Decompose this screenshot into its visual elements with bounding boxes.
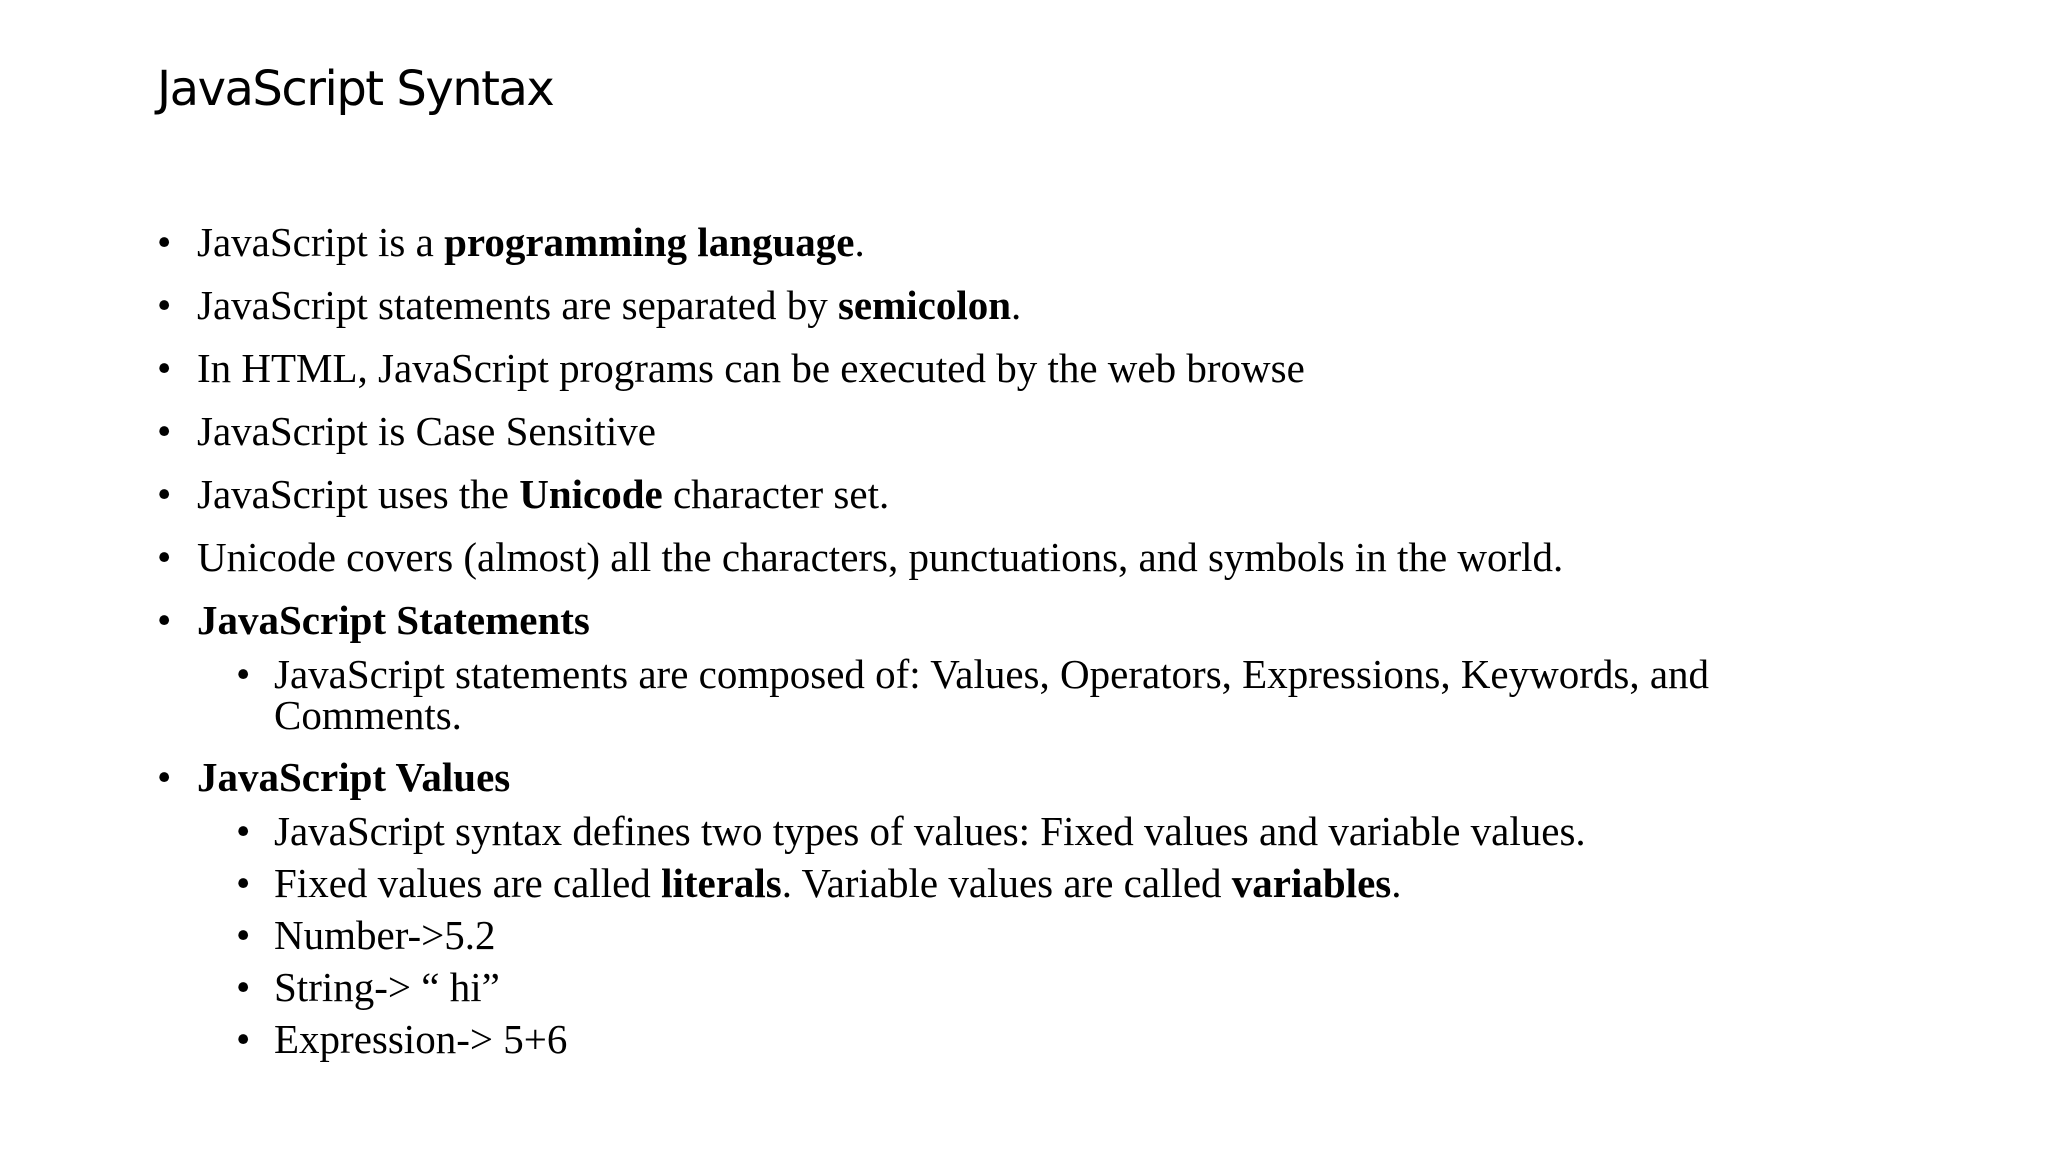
bullet-item-heading xyxy=(157,597,590,643)
slide-title: JavaScript Syntax xyxy=(157,61,554,117)
item-bold-text: variables xyxy=(1231,860,1392,906)
bullet-marker: • xyxy=(236,651,251,697)
bullet-marker: • xyxy=(157,597,172,643)
item-text: Number->5.2 xyxy=(274,912,496,958)
bullet-item xyxy=(157,219,865,265)
item-text: . xyxy=(1011,282,1022,328)
sub-bullet-item xyxy=(236,860,1402,906)
item-text: JavaScript is Case Sensitive xyxy=(197,408,656,454)
sub-bullet-continuation: Comments. xyxy=(274,692,462,738)
item-bold-text: JavaScript Statements xyxy=(197,597,590,643)
bullet-marker: • xyxy=(157,534,172,580)
sub-bullet-item xyxy=(236,964,500,1010)
bullet-marker: • xyxy=(157,345,172,391)
bullet-marker: • xyxy=(157,471,172,517)
bullet-marker: • xyxy=(236,808,251,854)
bullet-item xyxy=(157,408,656,454)
bullet-marker: • xyxy=(236,964,251,1010)
item-text: String-> “ hi” xyxy=(274,964,500,1010)
item-text: . Variable values are called xyxy=(781,860,1232,906)
item-text: . xyxy=(1391,860,1402,906)
bullet-item xyxy=(157,282,1022,328)
item-text: character set. xyxy=(662,471,890,517)
item-text: JavaScript uses the xyxy=(197,471,520,517)
item-bold-text: Unicode xyxy=(519,471,663,517)
sub-bullet-item xyxy=(236,651,1710,697)
bullet-marker: • xyxy=(236,860,251,906)
bullet-marker: • xyxy=(157,408,172,454)
sub-bullet-item xyxy=(236,808,1586,854)
item-text: JavaScript syntax defines two types of values: Fixed values and variable values. xyxy=(274,808,1586,854)
bullet-item xyxy=(157,534,1564,580)
bullet-marker: • xyxy=(236,912,251,958)
item-text: JavaScript statements are composed of: Values, Operators, Expressions, Keywords, and xyxy=(274,651,1710,697)
item-bold-text: programming language xyxy=(444,219,855,265)
item-bold-text: JavaScript Values xyxy=(197,754,511,800)
item-bold-text: semicolon xyxy=(837,282,1012,328)
item-text: . xyxy=(854,219,865,265)
bullet-marker: • xyxy=(157,219,172,265)
item-text: Fixed values are called xyxy=(274,860,662,906)
bullet-item-heading xyxy=(157,754,511,800)
bullet-marker: • xyxy=(236,1016,251,1062)
item-text: Unicode covers (almost) all the characters, punctuations, and symbols in the world. xyxy=(197,534,1564,580)
item-text: In HTML, JavaScript programs can be executed by the web browse xyxy=(197,345,1305,391)
sub-bullet-item xyxy=(236,1016,568,1062)
bullet-list xyxy=(157,0,1957,1152)
sub-bullet-item xyxy=(236,912,496,958)
bullet-marker: • xyxy=(157,754,172,800)
bullet-marker: • xyxy=(157,282,172,328)
item-text: JavaScript is a xyxy=(197,219,445,265)
item-bold-text: literals xyxy=(661,860,782,906)
item-text: JavaScript statements are separated by xyxy=(197,282,838,328)
item-text: Expression-> 5+6 xyxy=(274,1016,568,1062)
bullet-item xyxy=(157,345,1305,391)
bullet-item xyxy=(157,471,890,517)
